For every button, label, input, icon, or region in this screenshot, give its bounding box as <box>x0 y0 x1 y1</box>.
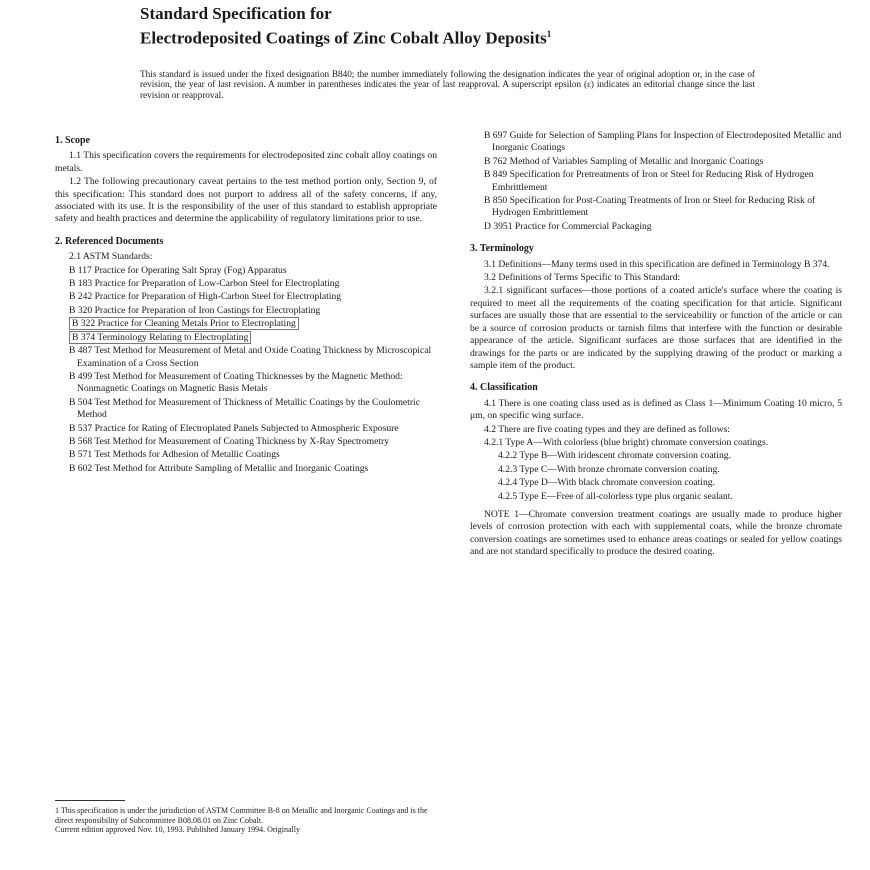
coating-type-item: 4.2.4 Type D—With black chromate conversion coating. <box>498 477 715 489</box>
astm-standards-subheading: 2.1 ASTM Standards: <box>69 251 153 263</box>
reference-item <box>69 397 437 422</box>
document-title-line1: Standard Specification for <box>140 4 332 23</box>
scope-para-1: 1.1 This specification covers the requirements for electrodeposited zinc cobalt alloy coatings on metals. <box>55 150 437 174</box>
classification-note: NOTE 1—Chromate conversion treatment coatings are usually made to produce higher levels of corrosion protection with each with supplemental coats, while the bronze chromate conversion coatings are sometimes used to enhance areas coatings or sealed for yellow coatings and are not standard specifically to produce the desired coating. <box>470 508 842 558</box>
reference-item-text: B 242 Practice for Preparation of High-Carbon Steel for Electroplating <box>69 291 342 303</box>
reference-list <box>55 265 437 476</box>
reference-item-text: B 504 Test Method for Measurement of Thickness of Metallic Coatings by the Coulometric Method <box>69 396 420 421</box>
reference-item-text: B 487 Test Method for Measurement of Metal and Oxide Coating Thickness by Microscopical Examination of a Cross Section <box>69 345 432 369</box>
reference-item <box>69 318 437 330</box>
reference-item <box>69 345 437 370</box>
terminology-para-2: 3.2 Definitions of Terms Specific to This Standard: <box>484 272 681 284</box>
section-references-heading: 2. Referenced Documents <box>55 235 164 247</box>
left-column <box>55 135 437 476</box>
reference-item <box>69 436 437 448</box>
classification-para-2: 4.2 There are five coating types and they are defined as follows: <box>484 423 730 435</box>
reference-item-text: B 117 Practice for Operating Salt Spray (Fog) Apparatus <box>69 264 287 276</box>
reference-item-text: B 571 Test Methods for Adhesion of Metallic Coatings <box>69 449 280 461</box>
reference-item-text: B 537 Practice for Rating of Electroplated Panels Subjected to Atmospheric Exposure <box>69 422 399 434</box>
footnote-rule <box>55 800 125 801</box>
reference-item-text: B 602 Test Method for Attribute Sampling of Metallic and Inorganic Coatings <box>69 462 369 474</box>
reference-item <box>69 332 437 344</box>
section-scope-heading: 1. Scope <box>55 135 90 146</box>
footnote-2: Current edition approved Nov. 10, 1993. Published January 1994. Originally <box>55 825 300 835</box>
reference-item-text: B 320 Practice for Preparation of Iron Castings for Electroplating <box>69 304 321 316</box>
coating-type-list <box>470 450 842 503</box>
reference-item-text: B 322 Practice for Cleaning Metals Prior to Electroplating <box>69 317 299 330</box>
reference-item <box>69 463 437 475</box>
document-title-line2-text: Electrodeposited Coatings of Zinc Cobalt Alloy Deposits <box>140 28 547 48</box>
reference-item-text: B 499 Test Method for Measurement of Coating Thicknesses by the Magnetic Method: Nonmagnetic Coatings on Magnetic Basis Metals <box>69 370 403 395</box>
terminology-para-1: 3.1 Definitions—Many terms used in this specification are defined in Terminology B 374. <box>484 258 830 270</box>
reference-item-text: B 183 Practice for Preparation of Low-Carbon Steel for Electroplating <box>69 278 340 290</box>
reference-item: D 3951 Practice for Commercial Packaging <box>484 220 652 232</box>
reference-item <box>69 278 437 290</box>
scope-para-2: 1.2 The following precautionary caveat pertains to the test method portion only, Section 9, of this specification: This standard does not purport to address all of the safety concerns, if any, associated with its use. It is the responsibility of the user of this standard to establish appropriate safety and health practices and determine the applicability of regulatory limitations prior to use. <box>55 176 437 225</box>
coating-type-item: 4.2.5 Type E—Free of all-colorless type plus organic sealant. <box>498 490 733 502</box>
terminology-para-3: 3.2.1 significant surfaces—those portions of a coated article's surface where the coating is required to meet all the requirements of the coating specification for that article. Significant surfaces are usually those that are essential to the serviceability or function of the article or can be a source of corrosion products or tarnish films that interfere with the function or desirable appearance of the article. Significant surfaces are those surfaces that are identified in the drawings for the parts or are indicated by the supplying drawing of the product or marking a sample item of the product. <box>470 285 842 371</box>
reference-item <box>69 449 437 461</box>
reference-item: B 849 Specification for Pretreatments of Iron or Steel for Reducing Risk of Hydrogen Embrittlement <box>484 169 814 193</box>
title-block <box>140 4 760 100</box>
reference-item <box>69 371 437 396</box>
classification-para-3: 4.2.1 Type A—With colorless (blue bright) chromate conversion coatings. <box>484 436 769 448</box>
reference-item: B 762 Method of Variables Sampling of Metallic and Inorganic Coatings <box>484 155 764 167</box>
reference-item-text: B 374 Terminology Relating to Electroplating <box>69 331 251 344</box>
title-footnote-mark: 1 <box>546 29 552 39</box>
reference-item <box>69 265 437 277</box>
right-column <box>470 130 842 560</box>
reference-item: B 850 Specification for Post-Coating Treatments of Iron or Steel for Reducing Risk of Hydrogen Embrittlement <box>484 195 816 219</box>
section-terminology-heading: 3. Terminology <box>470 243 534 255</box>
footnotes <box>55 806 437 835</box>
designation-note: This standard is issued under the fixed designation B840; the number immediately following the designation indicates the year of original adoption or, in the case of revision, the year of last revision. A number in parentheses indicates the year of last reapproval. A superscript epsilon (ε) indicates an editorial change since the last revision or reapproval. <box>140 68 755 100</box>
document-title-line2 <box>140 24 760 49</box>
reference-item <box>69 291 437 303</box>
classification-para-1: 4.1 There is one coating class used as is defined as Class 1—Minimum Coating 10 micro, 5 μm, on specific wing surface. <box>470 397 842 422</box>
coating-type-item: 4.2.2 Type B—With iridescent chromate conversion coating. <box>498 450 731 462</box>
reference-item <box>69 305 437 317</box>
footnote-1: 1 This specification is under the jurisdiction of ASTM Committee B-8 on Metallic and Inorganic Coatings and is the direct responsibility of Subcommittee B08.08.01 on Zinc Cobalt. <box>55 806 428 825</box>
reference-item-text: B 568 Test Method for Measurement of Coating Thickness by X-Ray Spectrometry <box>69 435 390 447</box>
coating-type-item: 4.2.3 Type C—With bronze chromate conversion coating. <box>498 463 720 475</box>
section-classification-heading: 4. Classification <box>470 382 538 394</box>
reference-list-continued <box>470 130 842 233</box>
reference-item <box>69 423 437 435</box>
reference-item: B 697 Guide for Selection of Sampling Plans for Inspection of Electrodeposited Metallic and Inorganic Coatings <box>484 130 842 154</box>
